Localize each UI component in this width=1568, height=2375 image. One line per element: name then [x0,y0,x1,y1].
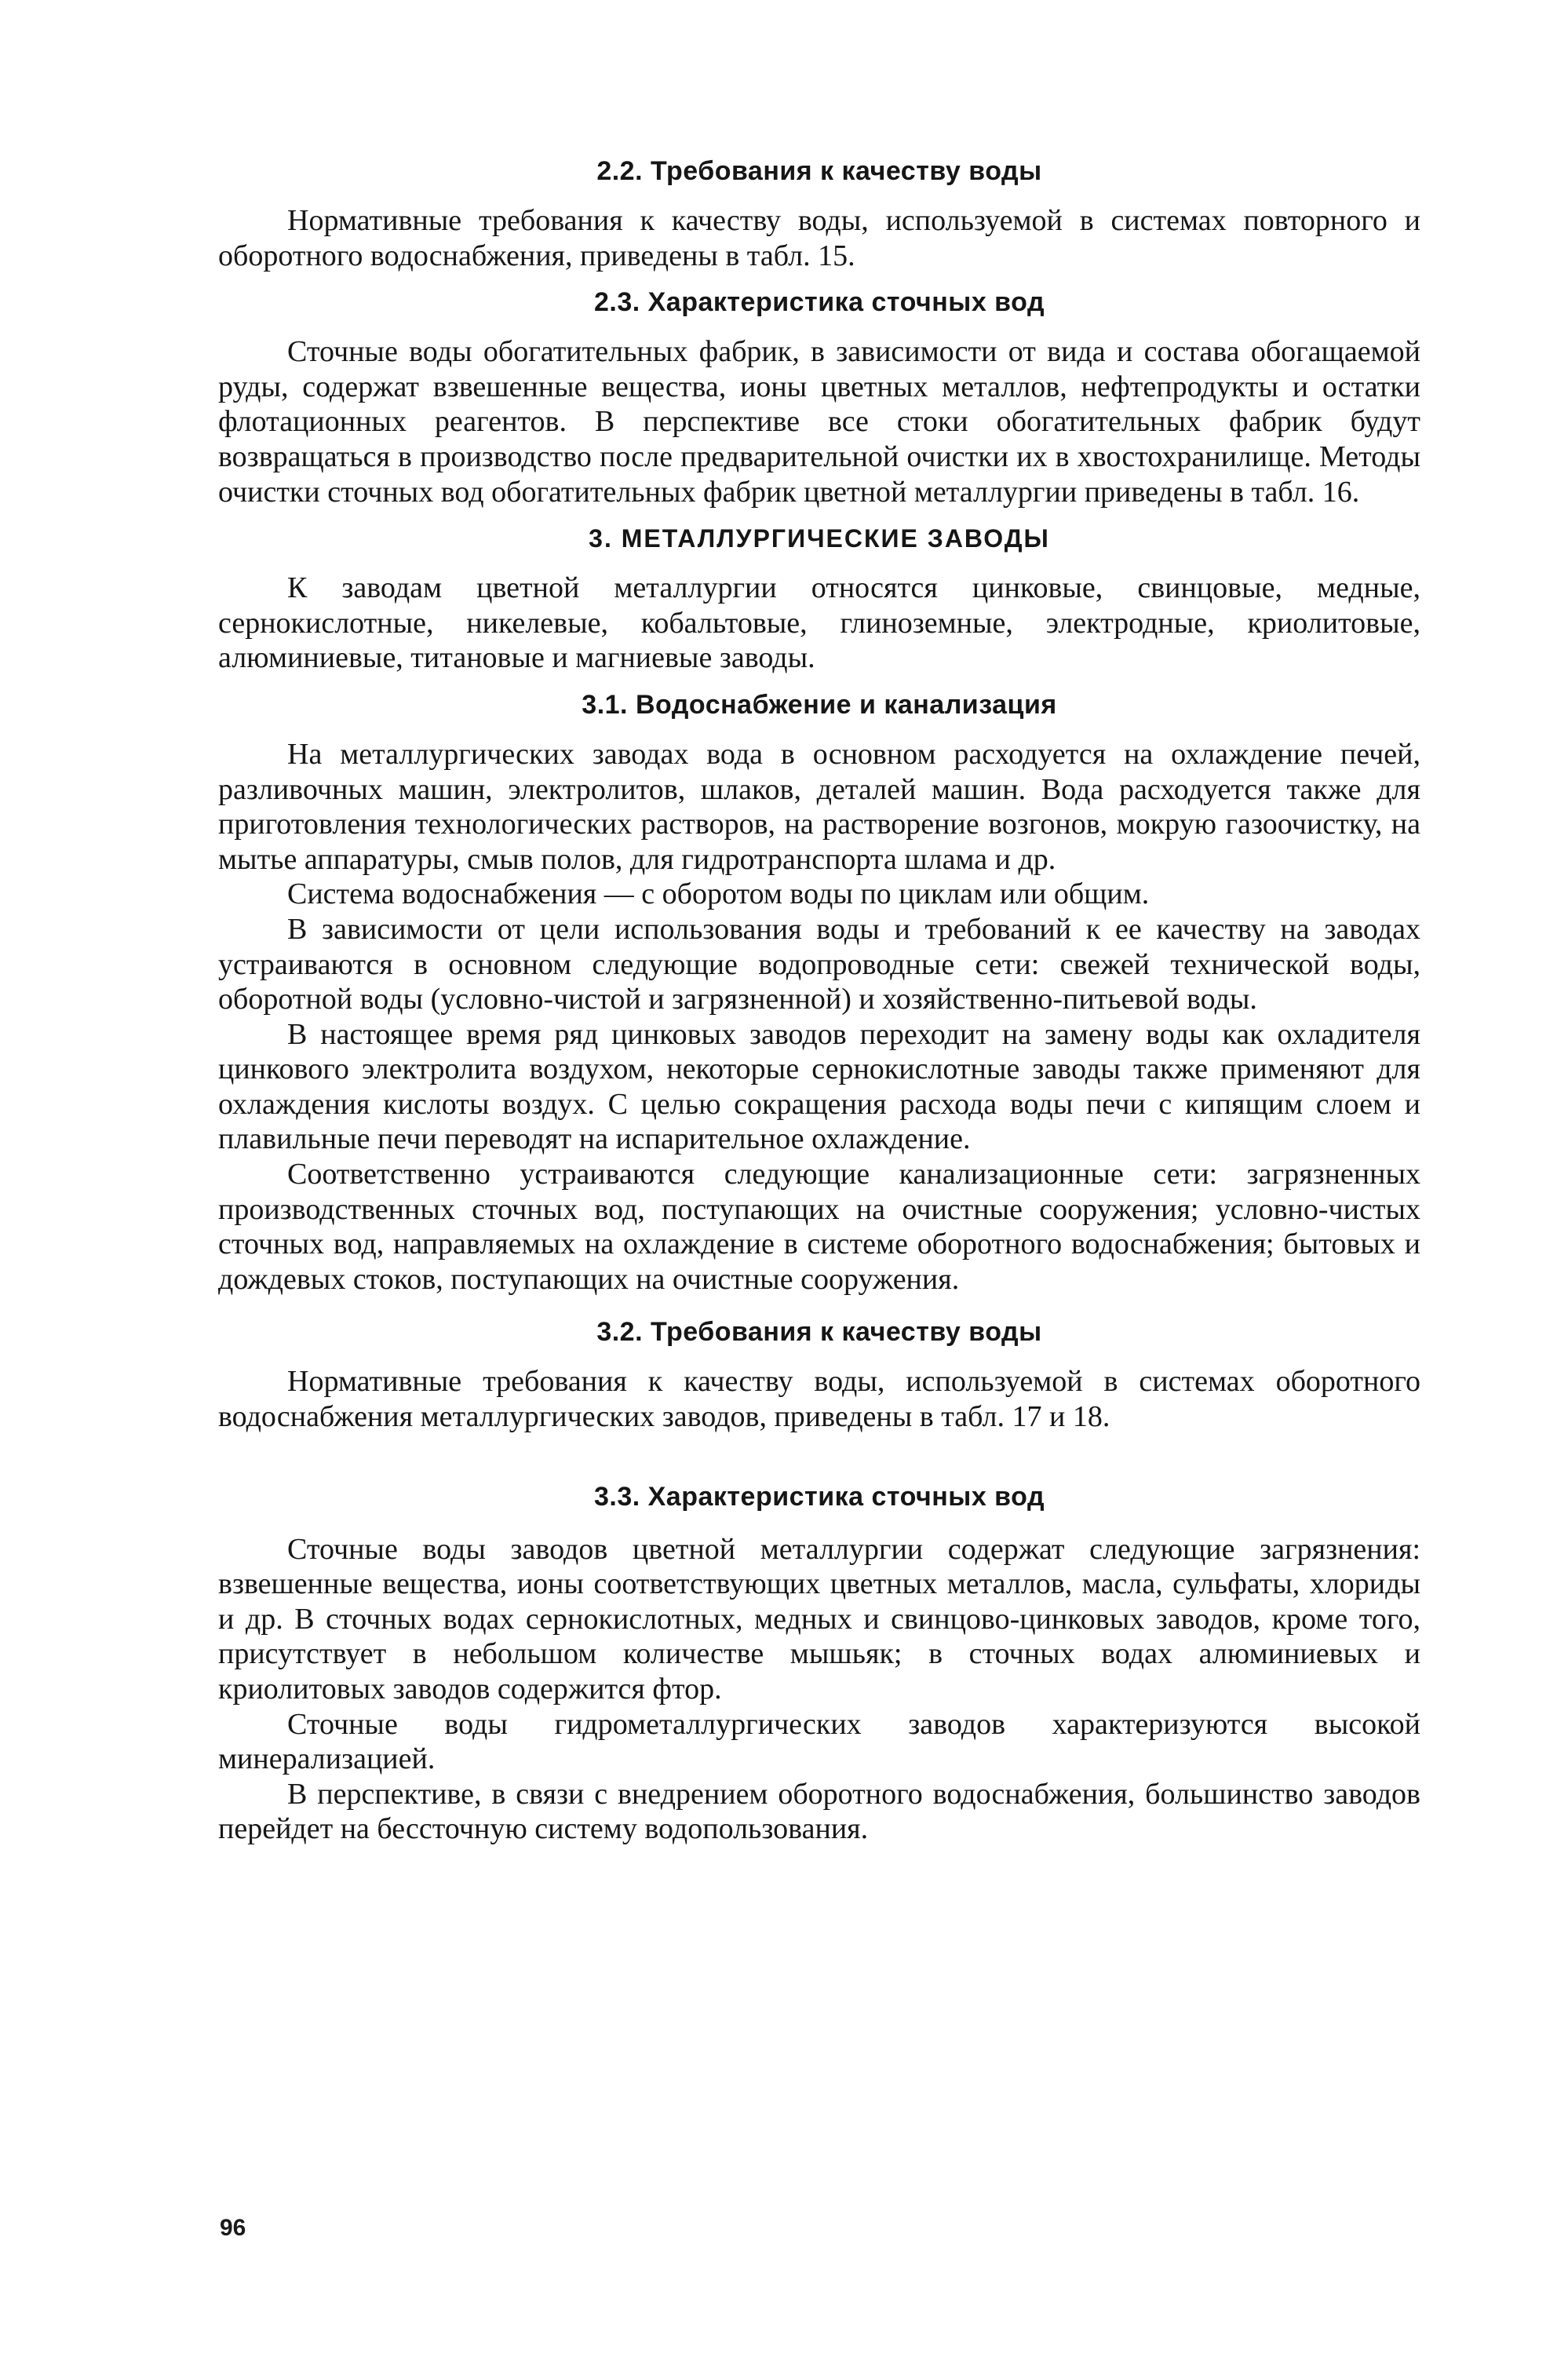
heading-2-2: 2.2. Требования к качеству воды [596,156,1042,186]
paragraph-3-1-4: В настоящее время ряд цинковых заводов переходит на замену воды как охладителя цинкового электролита воздухом, некоторые сернокислотные заводы также применяют для охлаждения кислоты воздух. С целью сокращения расхода воды печи с кипящим слоем и плавильные печи переводят на испарительное охлаждение. [218,1017,1420,1156]
paragraph-3-3-1: Сточные воды заводов цветной металлургии содержат следующие загрязнения: взвешенные вещества, ионы соответствующих цветных металлов, масла, сульфаты, хлориды и др. В сточных водах сернокислотных, медных и свинцово-цинковых заводов, кроме того, присутствует в небольшом количестве мышьяк; в сточных водах алюминиевых и криолитовых заводов содержится фтор. [218,1532,1420,1706]
heading-2-3: 2.3. Характеристика сточных вод [593,287,1045,318]
paragraph-3-2-1: Нормативные требования к качеству воды, используемой в системах оборотного водоснабжения металлургических заводов, приведены в табл. 17 и 18. [218,1365,1420,1434]
paragraph-3-1-1: На металлургических заводах вода в основном расходуется на охлаждение печей, разливочных машин, электролитов, шлаков, деталей машин. Вода расходуется также для приготовления технологических растворов, на растворение возгонов, мокрую газоочистку, на мытье аппаратуры, смыв полов, для гидротранспорта шлама и др. [218,737,1420,876]
paragraph-2-3-1: Сточные воды обогатительных фабрик, в зависимости от вида и состава обогащаемой руды, содержат взвешенные вещества, ионы цветных металлов, нефтепродукты и остатки флотационных реагентов. В перспективе все стоки обогатительных фабрик будут возвращаться в производство после предварительной очистки их в хвостохранилище. Методы очистки сточных вод обогатительных фабрик цветной металлургии приведены в табл. 16. [218,335,1420,509]
heading-3-2: 3.2. Требования к качеству воды [596,1317,1042,1348]
paragraph-3-3-2: Сточные воды гидрометаллургических заводов характеризуются высокой минерализацией. [218,1707,1420,1776]
paragraph-3-1-2: Система водоснабжения — с оборотом воды по циклам или общим. [287,877,1150,911]
paragraph-2-2-1: Нормативные требования к качеству воды, используемой в системах повторного и оборотного водоснабжения, приведены в табл. 15. [218,204,1420,272]
paragraph-3-1-3: В зависимости от цели использования воды и требований к ее качеству на заводах устраиваются в основном следующие водопроводные сети: свежей технической воды, оборотной воды (условно-чистой и загрязненной) и хозяйственно-питьевой воды. [218,912,1420,1016]
heading-3: 3. МЕТАЛЛУРГИЧЕСКИЕ ЗАВОДЫ [589,524,1050,553]
page-body [218,153,1420,1847]
heading-3-1: 3.1. Водоснабжение и канализация [582,689,1057,720]
paragraph-3-1-5: Соответственно устраиваются следующие канализационные сети: загрязненных производственных сточных вод, поступающих на очистные сооружения; условно-чистых сточных вод, направляемых на охлаждение в системе оборотного водоснабжения; бытовых и дождевых стоков, поступающих на очистные сооружения. [218,1158,1420,1296]
paragraph-3-1: К заводам цветной металлургии относятся цинковые, свинцовые, медные, сернокислотные, никелевые, кобальтовые, глиноземные, электродные, криолитовые, алюминиевые, титановые и магниевые заводы. [218,571,1420,675]
paragraph-3-3-3: В перспективе, в связи с внедрением оборотного водоснабжения, большинство заводов перейдет на бессточную систему водопользования. [218,1777,1420,1846]
heading-3-3: 3.3. Характеристика сточных вод [593,1481,1045,1512]
page-number: 96 [220,2215,246,2241]
